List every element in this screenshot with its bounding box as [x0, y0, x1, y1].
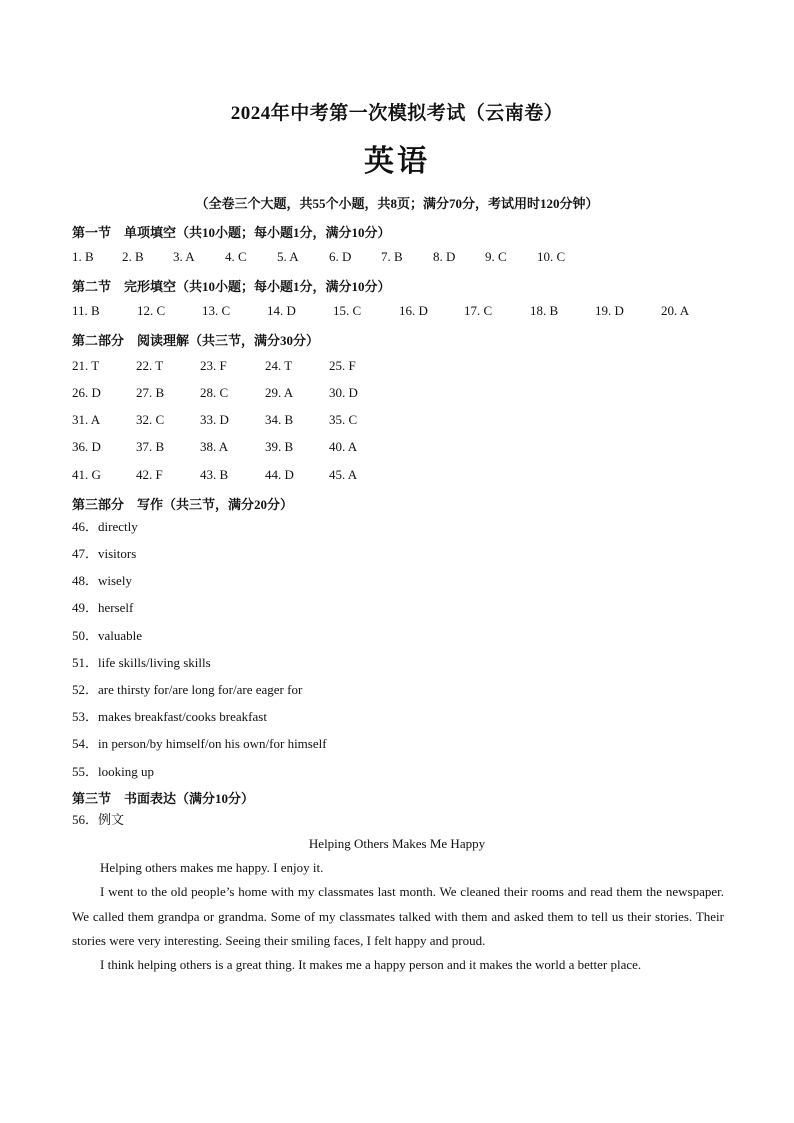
answer-item: 5. A: [277, 249, 299, 264]
answer-item: 52．are thirsty for/are long for/are eager for: [72, 682, 303, 697]
section-heading-single-choice: 第一节 单项填空（共10小题；每小题1分，满分10分）: [72, 225, 391, 240]
answer-item: 16. D: [399, 303, 428, 318]
answer-item: 33. D: [200, 412, 229, 427]
answer-item: 20. A: [661, 303, 690, 318]
answer-item: 55．looking up: [72, 764, 154, 779]
answer-item: 2. B: [122, 249, 144, 264]
answer-item: 31. A: [72, 412, 101, 427]
answer-item: 6. D: [329, 249, 352, 264]
answer-item: 54．in person/by himself/on his own/for himself: [72, 736, 327, 751]
answer-item: 17. C: [464, 303, 493, 318]
essay-paragraph: I think helping others is a great thing. It makes me a happy person and it makes the world a better place.: [100, 957, 642, 972]
answer-item: 21. T: [72, 358, 100, 373]
answer-item: 9. C: [485, 249, 507, 264]
answer-item: 25. F: [329, 358, 356, 373]
answer-item: 34. B: [265, 412, 294, 427]
section-heading-cloze: 第二节 完形填空（共10小题；每小题1分，满分10分）: [72, 279, 391, 294]
answer-item: 11. B: [72, 303, 100, 318]
answer-item: 50．valuable: [72, 628, 143, 643]
answer-item: 53．makes breakfast/cooks breakfast: [72, 709, 267, 724]
answer-item: 49．herself: [72, 600, 134, 615]
answer-item: 41. G: [72, 467, 101, 482]
answer-item: 27. B: [136, 385, 165, 400]
answer-item: 44. D: [265, 467, 294, 482]
exam-title: 2024年中考第一次模拟考试（云南卷）: [230, 103, 564, 124]
answer-item: 39. B: [265, 439, 294, 454]
answer-item: 4. C: [225, 249, 247, 264]
answer-item: 28. C: [200, 385, 229, 400]
essay-paragraph: Helping others makes me happy. I enjoy it.: [100, 860, 324, 875]
answer-item: 36. D: [72, 439, 101, 454]
answer-item: 24. T: [265, 358, 293, 373]
answer-item: 19. D: [595, 303, 624, 318]
answer-item: 46．directly: [72, 519, 138, 534]
answer-item: 38. A: [200, 439, 229, 454]
answer-item: 1. B: [72, 249, 94, 264]
answer-item: 12. C: [137, 303, 166, 318]
answer-item: 51．life skills/living skills: [72, 655, 211, 670]
exam-note: （全卷三个大题，共55个小题，共8页；满分70分，考试用时120分钟）: [195, 196, 599, 211]
essay-label: 56．例文: [72, 812, 125, 827]
answer-item: 40. A: [329, 439, 358, 454]
essay-title: Helping Others Makes Me Happy: [308, 836, 486, 851]
answer-item: 23. F: [200, 358, 227, 373]
answer-item: 13. C: [202, 303, 231, 318]
section-heading-writing: 第三部分 写作（共三节，满分20分）: [72, 497, 294, 512]
answer-item: 26. D: [72, 385, 101, 400]
answer-item: 32. C: [136, 412, 165, 427]
answer-item: 37. B: [136, 439, 165, 454]
answer-item: 8. D: [433, 249, 456, 264]
answer-item: 3. A: [173, 249, 195, 264]
answer-item: 15. C: [333, 303, 362, 318]
section-heading-essay: 第三节 书面表达（满分10分）: [72, 791, 255, 806]
section-heading-reading: 第二部分 阅读理解（共三节，满分30分）: [72, 333, 320, 348]
answer-item: 30. D: [329, 385, 358, 400]
subject-title: 英语: [364, 145, 430, 178]
answer-item: 48．wisely: [72, 573, 132, 588]
answer-item: 45. A: [329, 467, 358, 482]
answer-item: 22. T: [136, 358, 164, 373]
essay-paragraph: I went to the old people’s home with my classmates last month. We cleaned their rooms and read them the newspaper. We called them grandpa or grandma. Some of my classmates talked with them and asked them to tell us their stories. Their stories were very interesting. Seeing their smiling faces, I felt happy and proud.: [72, 884, 724, 948]
answer-item: 29. A: [265, 385, 294, 400]
answer-item: 43. B: [200, 467, 229, 482]
answer-item: 18. B: [530, 303, 559, 318]
answer-item: 35. C: [329, 412, 358, 427]
answer-item: 47．visitors: [72, 546, 137, 561]
answer-item: 14. D: [267, 303, 296, 318]
answer-item: 42. F: [136, 467, 163, 482]
answer-item: 7. B: [381, 249, 403, 264]
answer-item: 10. C: [537, 249, 566, 264]
